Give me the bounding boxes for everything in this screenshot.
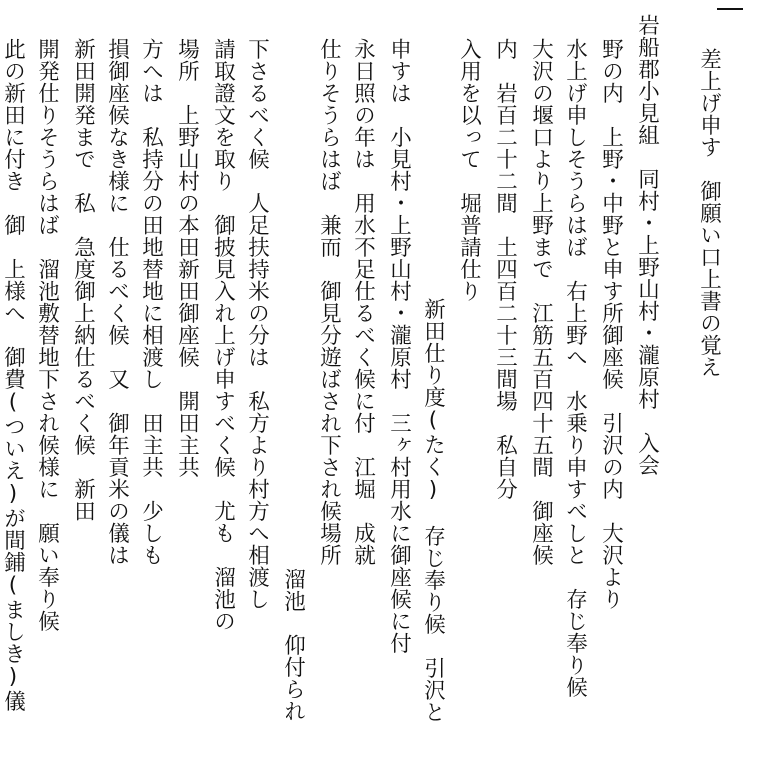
- document-title: 差上げ申す 御願い口上書の覚え: [696, 48, 722, 378]
- text-line-4: 大沢の堰口より上野まで 江筋五百四十五間 御座候: [528, 38, 554, 566]
- text-line-1: 岩船郡小見組 同村・上野山村・瀧原村 入会: [634, 14, 660, 476]
- text-line-11: 溜池 仰付られ: [280, 568, 306, 722]
- text-line-10: 仕りそうらはば 兼而 御見分遊ばされ下され候場所: [316, 38, 342, 566]
- text-line-5: 内 岩百二十二間 土四百二十三間場 私自分: [492, 38, 518, 500]
- text-line-6: 入用を以って 堀普請仕り: [456, 38, 482, 302]
- text-line-18: 開発仕りそうらはば 溜池敷替地下され候様に 願い奉り候: [34, 38, 60, 632]
- text-line-16: 損御座候なき様に 仕るべく候 又 御年貢米の儀は: [104, 38, 130, 566]
- text-line-3: 水上げ申しそうらはば 右上野へ 水乗り申すべしと 存じ奉り候: [562, 38, 588, 698]
- text-line-7: 新田仕り度(たく) 存じ奉り候 引沢と: [420, 298, 446, 723]
- text-line-19: 此の新田に付き 御 上様へ 御費(ついえ)が間鋪(ましき)儀: [0, 38, 26, 712]
- text-line-12: 下さるべく候 人足扶持米の分は 私方より村方へ相渡し: [244, 38, 270, 610]
- text-line-8: 申すは 小見村・上野山村・瀧原村 三ヶ村用水に御座候に付: [386, 38, 412, 654]
- text-line-13: 請取證文を取り 御披見入れ上げ申すべく候 尤も 溜池の: [210, 38, 236, 632]
- text-line-9: 永日照の年は 用水不足仕るべく候に付 江堀 成就: [350, 38, 376, 566]
- item-bullet-mark: [717, 8, 743, 10]
- text-line-2: 野の内 上野・中野と申す所御座候 引沢の内 大沢より: [598, 38, 624, 610]
- text-line-14: 場所 上野山村の本田新田御座候 開田主共: [174, 38, 200, 478]
- text-line-17: 新田開発まで 私 急度御上納仕るべく候 新田: [70, 38, 96, 522]
- text-line-15: 方へは 私持分の田地替地に相渡し 田主共 少しも: [138, 38, 164, 566]
